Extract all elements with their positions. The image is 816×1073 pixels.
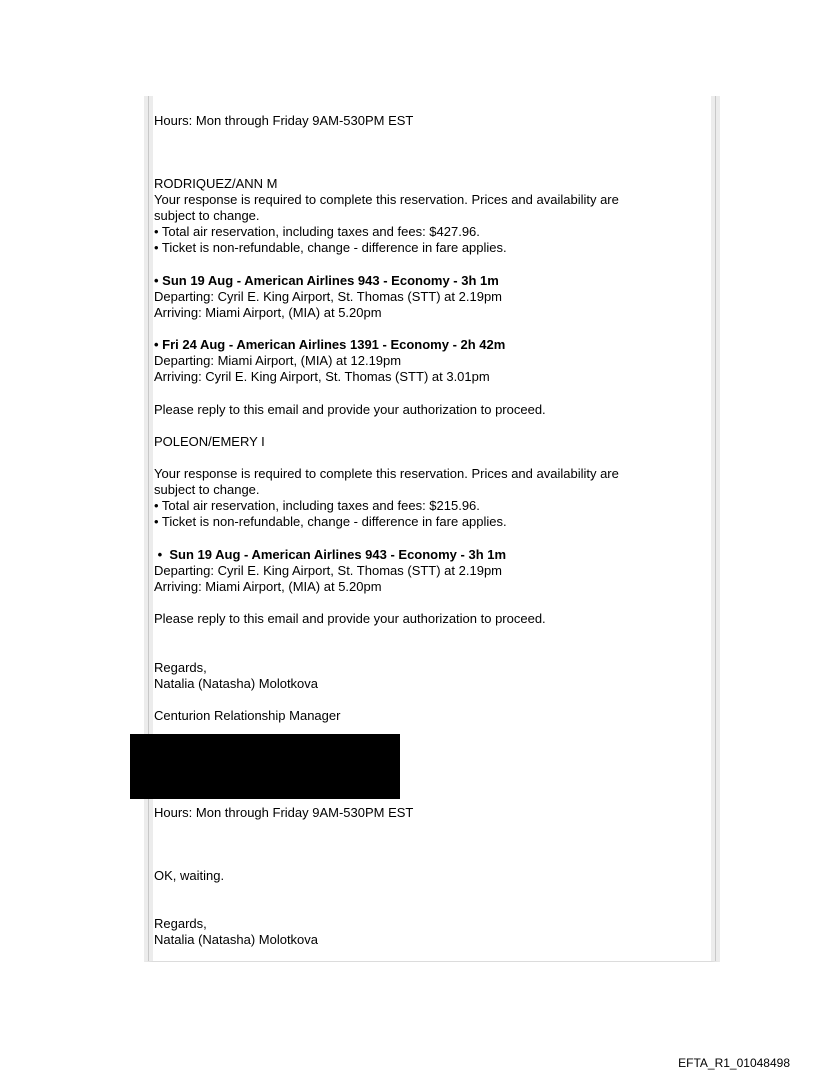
signature-title: Centurion Relationship Manager — [154, 708, 341, 723]
document-id: EFTA_R1_01048498 — [678, 1056, 790, 1070]
total-fare-bullet: • Total air reservation, including taxes and fees: $215.96. — [154, 498, 480, 513]
flight-departing: Departing: Cyril E. King Airport, St. Thomas (STT) at 2.19pm — [154, 289, 502, 304]
flight-title: • Fri 24 Aug - American Airlines 1391 - Economy - 2h 42m — [154, 337, 506, 352]
response-required-text-cont: subject to change. — [154, 208, 260, 223]
hours-text: Hours: Mon through Friday 9AM-530PM EST — [154, 805, 414, 820]
reply-message: OK, waiting. — [154, 868, 225, 883]
flight-arriving: Arriving: Miami Airport, (MIA) at 5.20pm — [154, 305, 382, 320]
response-required-text-cont: subject to change. — [154, 482, 260, 497]
signature-name: Natalia (Natasha) Molotkova — [154, 932, 319, 947]
signature-regards: Regards, — [154, 660, 207, 675]
passenger-name: RODRIQUEZ/ANN M — [154, 176, 278, 191]
flight-arriving: Arriving: Miami Airport, (MIA) at 5.20pm — [154, 579, 382, 594]
passenger-name: POLEON/EMERY I — [154, 434, 265, 449]
response-required-text: Your response is required to complete this reservation. Prices and availability are — [154, 192, 619, 207]
authorization-request: Please reply to this email and provide your authorization to proceed. — [154, 402, 546, 417]
flight-arriving: Arriving: Cyril E. King Airport, St. Thomas (STT) at 3.01pm — [154, 369, 490, 384]
ticket-terms-bullet: • Ticket is non-refundable, change - difference in fare applies. — [154, 514, 507, 529]
ticket-terms-bullet: • Ticket is non-refundable, change - difference in fare applies. — [154, 240, 507, 255]
signature-regards: Regards, — [154, 916, 207, 931]
total-fare-bullet: • Total air reservation, including taxes and fees: $427.96. — [154, 224, 480, 239]
authorization-request: Please reply to this email and provide your authorization to proceed. — [154, 611, 546, 626]
flight-title: • Sun 19 Aug - American Airlines 943 - Economy - 3h 1m — [154, 273, 499, 288]
flight-title: • Sun 19 Aug - American Airlines 943 - Economy - 3h 1m — [154, 547, 507, 562]
flight-departing: Departing: Cyril E. King Airport, St. Thomas (STT) at 2.19pm — [154, 563, 502, 578]
hours-text: Hours: Mon through Friday 9AM-530PM EST — [154, 113, 414, 128]
redaction-box — [130, 734, 400, 799]
signature-name: Natalia (Natasha) Molotkova — [154, 676, 319, 691]
flight-departing: Departing: Miami Airport, (MIA) at 12.19pm — [154, 353, 402, 368]
response-required-text: Your response is required to complete this reservation. Prices and availability are — [154, 466, 619, 481]
